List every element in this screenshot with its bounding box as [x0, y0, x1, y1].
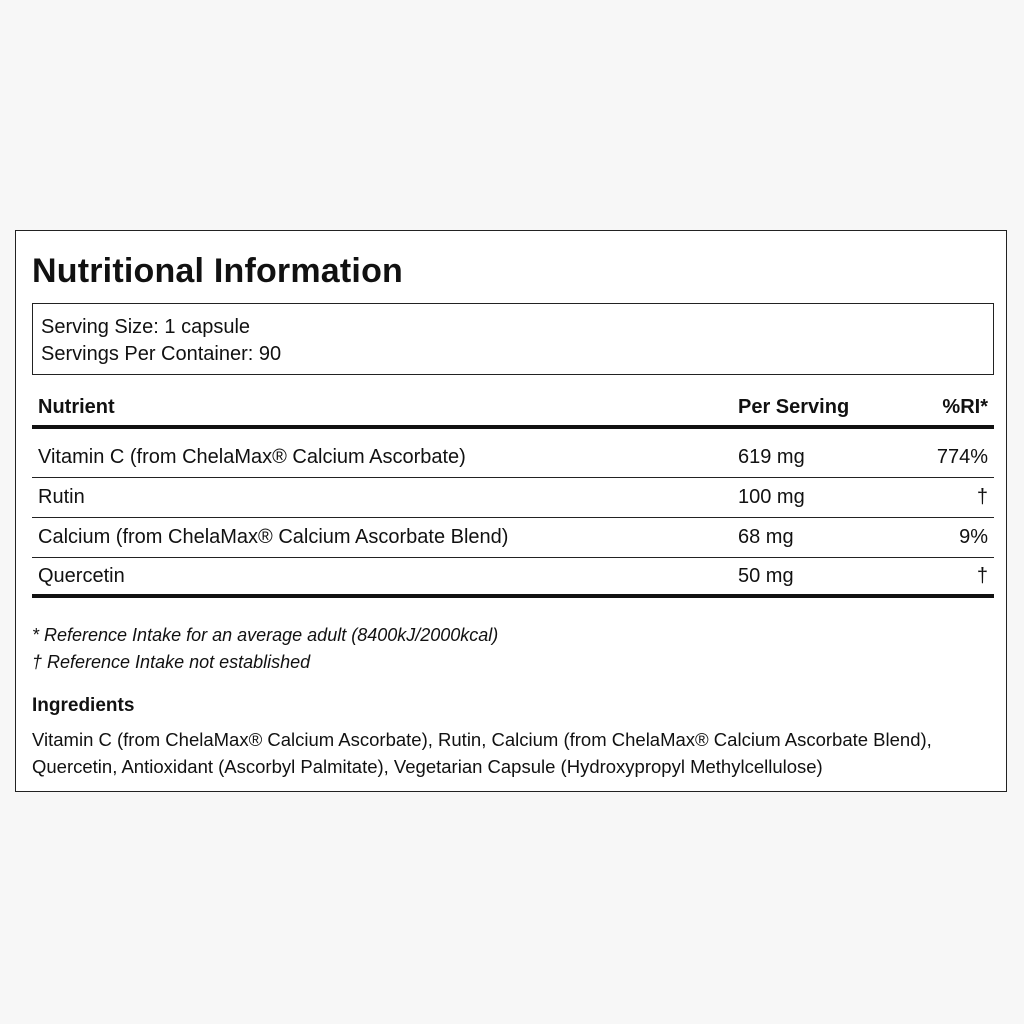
- ingredients-line: Vitamin C (from ChelaMax® Calcium Ascorbate), Rutin, Calcium (from ChelaMax® Calcium Ascorbate Blend),: [32, 729, 932, 750]
- nutrient-ri: †: [976, 486, 988, 508]
- header-nutrient: Nutrient: [38, 395, 115, 418]
- nutrient-ri: 774%: [936, 446, 988, 468]
- header-per-serving: Per Serving: [738, 395, 850, 418]
- nutrient-amount: 619 mg: [738, 446, 805, 468]
- serving-size: Serving Size: 1 capsule: [41, 316, 251, 338]
- nutrient-name: Calcium (from ChelaMax® Calcium Ascorbate Blend): [38, 526, 509, 548]
- table-row: [32, 518, 994, 558]
- table-row: [32, 478, 994, 518]
- nutrient-amount: 50 mg: [738, 564, 794, 587]
- ingredients-heading: Ingredients: [32, 695, 135, 716]
- footnotes: [32, 622, 498, 676]
- nutrient-name: Vitamin C (from ChelaMax® Calcium Ascorbate): [38, 446, 466, 468]
- servings-per-container: Servings Per Container: 90: [41, 343, 282, 365]
- nutrient-ri: †: [976, 564, 988, 587]
- nutrient-name: Quercetin: [38, 564, 125, 587]
- nutrient-name: Rutin: [38, 486, 85, 508]
- header-ri: %RI*: [942, 395, 988, 418]
- panel-title: Nutritional Information: [32, 252, 404, 290]
- nutrient-ri: 9%: [959, 526, 988, 548]
- table-header-row: [32, 389, 994, 429]
- nutrient-amount: 68 mg: [738, 526, 794, 548]
- nutrient-amount: 100 mg: [738, 486, 805, 508]
- table-row: [32, 558, 994, 598]
- ingredients-line: Quercetin, Antioxidant (Ascorbyl Palmitate), Vegetarian Capsule (Hydroxypropyl Methylcellulose): [32, 756, 823, 777]
- nutrient-table: [32, 389, 994, 598]
- footnote-not-established: † Reference Intake not established: [32, 652, 311, 672]
- nutrition-panel: [15, 230, 1007, 792]
- table-row: [32, 429, 994, 478]
- footnote-reference-intake: * Reference Intake for an average adult (8400kJ/2000kcal): [32, 625, 499, 645]
- ingredients-text: [32, 726, 997, 780]
- serving-info-box: [32, 303, 994, 375]
